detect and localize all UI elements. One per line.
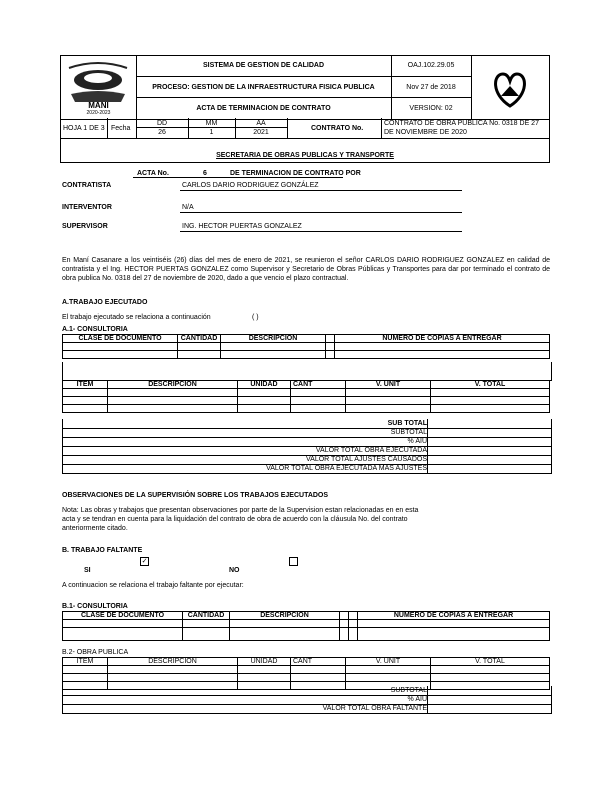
aiu-label: % AIU (407, 438, 427, 445)
section-b1-title: B.1- CONSULTORIA (62, 603, 128, 610)
col-cant: CANT (291, 658, 346, 666)
col-vtotal: V. TOTAL (431, 658, 550, 666)
mm-value: 1 (209, 129, 214, 136)
acta-title: DE TERMINACION DE CONTRATO POR (230, 170, 361, 177)
logo-cell (61, 56, 137, 119)
section-b-note: A continuacion se relaciona el trabajo faltante por ejecutar: (62, 582, 244, 589)
si-checkbox[interactable]: ✓ (141, 558, 148, 565)
acta-label: ACTA No. (137, 170, 169, 177)
header-block (60, 55, 550, 120)
sub-total-label: SUB TOTAL (387, 420, 427, 427)
col-descripcion: DESCRIPCION (108, 658, 238, 666)
dd-value: 26 (158, 129, 166, 136)
aiu-b-label: % AIU (407, 696, 427, 703)
col-clase: CLASE DE DOCUMENTO (63, 612, 183, 620)
supervisor-value: ING. HECTOR PUERTAS GONZALEZ (182, 223, 302, 230)
col-cantidad: CANTIDAD (178, 335, 221, 343)
no-checkbox[interactable] (289, 557, 298, 566)
col-descripcion: DESCRIPCION (108, 381, 238, 389)
secretaria-title: SECRETARIA DE OBRAS PUBLICAS Y TRANSPORTE (216, 152, 394, 159)
items-a-table (62, 380, 550, 413)
heart-logo-icon (471, 56, 549, 119)
right-logo-cell (471, 56, 549, 119)
header-title-cell (136, 56, 392, 119)
col-item: ITEM (63, 381, 108, 389)
section-b2-title: B.2- OBRA PUBLICA (62, 649, 129, 656)
doc-date: Nov 27 de 2018 (406, 84, 456, 91)
logo-subtext: 2020-2023 (86, 110, 111, 116)
total-mas-ajustes-label: VALOR TOTAL OBRA EJECUTADA MAS AJUSTES (266, 465, 427, 472)
section-a-title: A.TRABAJO EJECUTADO (62, 299, 148, 306)
interventor-label: INTERVENTOR (62, 204, 112, 211)
consultoria-a-table (62, 334, 550, 359)
doc-code: OAJ.102.29.05 (407, 62, 455, 69)
col-vunit: V. UNIT (346, 381, 431, 389)
fecha-label: Fecha (111, 125, 131, 132)
code-date-row (391, 77, 471, 98)
section-a1-title: A.1- CONSULTORIA (62, 326, 128, 333)
col-copias: NUMERO DE COPIAS A ENTREGAR (358, 612, 550, 620)
contratista-value: CARLOS DARIO RODRIGUEZ GONZÁLEZ (182, 182, 319, 189)
logo-text: MANI (88, 101, 109, 110)
col-unidad: UNIDAD (238, 381, 291, 389)
intro-paragraph: En Maní Casanare a los veintiséis (26) días del mes de enero de 2021, se reunieron el señor CARLOS DARIO RODRIGUEZ GONZALEZ en calidad de contratista y el Ing. HECTOR PUERTAS GONZALEZ como Supervisor y Secretario de Obras Públicas y Transportes para dar por terminado el contrato de obra publica No. 0318 del 27 de noviembre de 2020, dado a que vencio el plazo contractual. (62, 257, 550, 282)
system-row (136, 56, 391, 77)
subtotal-label: SUBTOTAL (390, 429, 427, 436)
code-row (391, 56, 471, 77)
col-cantidad: CANTIDAD (183, 612, 230, 620)
col-unidad: UNIDAD (238, 658, 291, 666)
contratista-label: CONTRATISTA (62, 182, 112, 189)
acta-number: 6 (203, 170, 207, 177)
total-ejecutada-label: VALOR TOTAL OBRA EJECUTADA (315, 447, 427, 454)
section-a-note: El trabajo ejecutado se relaciona a continuación (62, 314, 211, 321)
aa-value: 2021 (253, 129, 269, 136)
contract-value: CONTRATO DE OBRA PUBLICA No. 0318 DE 27 DE NOVIEMBRE DE 2020 (384, 120, 539, 136)
observaciones-text: Nota: Las obras y trabajos que presentan observaciones por parte de la Supervision estan relacionadas en en esta acta y se tendran en cuenta para la liquidación del contrato de obra de acuerdo con la cláusula No. del contrato anteriormente citado. (62, 507, 419, 532)
aa-label: AA (256, 120, 266, 127)
doc-version: VERSION: 02 (409, 105, 453, 112)
col-cant: CANT (291, 381, 346, 389)
col-copias: NUMERO DE COPIAS A ENTREGAR (335, 335, 550, 343)
section-a-paren: ( ) (252, 314, 259, 321)
page-number: HOJA 1 DE 3 (63, 125, 105, 132)
act-title: ACTA DE TERMINACION DE CONTRATO (196, 105, 331, 112)
col-vtotal: V. TOTAL (431, 381, 550, 389)
supervisor-label: SUPERVISOR (62, 223, 108, 230)
total-ajustes-label: VALOR TOTAL AJUSTES CAUSADOS (306, 456, 427, 463)
system-title: SISTEMA DE GESTION DE CALIDAD (202, 62, 325, 69)
acta-underline (133, 177, 343, 178)
contract-label: CONTRATO No. (311, 125, 364, 132)
date-row (60, 118, 550, 139)
subtotal-b-label: SUBTOTAL (390, 687, 427, 694)
consultoria-b-table (62, 611, 550, 641)
col-descripcion: DESCRIPCION (221, 335, 326, 343)
process-title: PROCESO: GESTION DE LA INFRAESTRUCTURA FISICA PUBLICA (152, 84, 375, 91)
observaciones-title: OBSERVACIONES DE LA SUPERVISIÓN SOBRE LOS TRABAJOS EJECUTADOS (62, 492, 329, 499)
col-vunit: V. UNIT (346, 658, 431, 666)
mm-label: MM (205, 120, 218, 127)
secretaria-row (60, 138, 550, 163)
col-item: ITEM (63, 658, 108, 666)
no-label: NO (229, 567, 240, 574)
col-descripcion: DESCRIPCION (230, 612, 340, 620)
dd-label: DD (156, 120, 168, 127)
code-cell (391, 56, 472, 119)
col-clase: CLASE DE DOCUMENTO (63, 335, 178, 343)
section-b-title: B. TRABAJO FALTANTE (62, 547, 143, 554)
process-row (136, 77, 391, 98)
si-label: SI (84, 567, 91, 574)
interventor-value: N/A (182, 204, 194, 211)
total-faltante-label: VALOR TOTAL OBRA FALTANTE (322, 705, 427, 712)
